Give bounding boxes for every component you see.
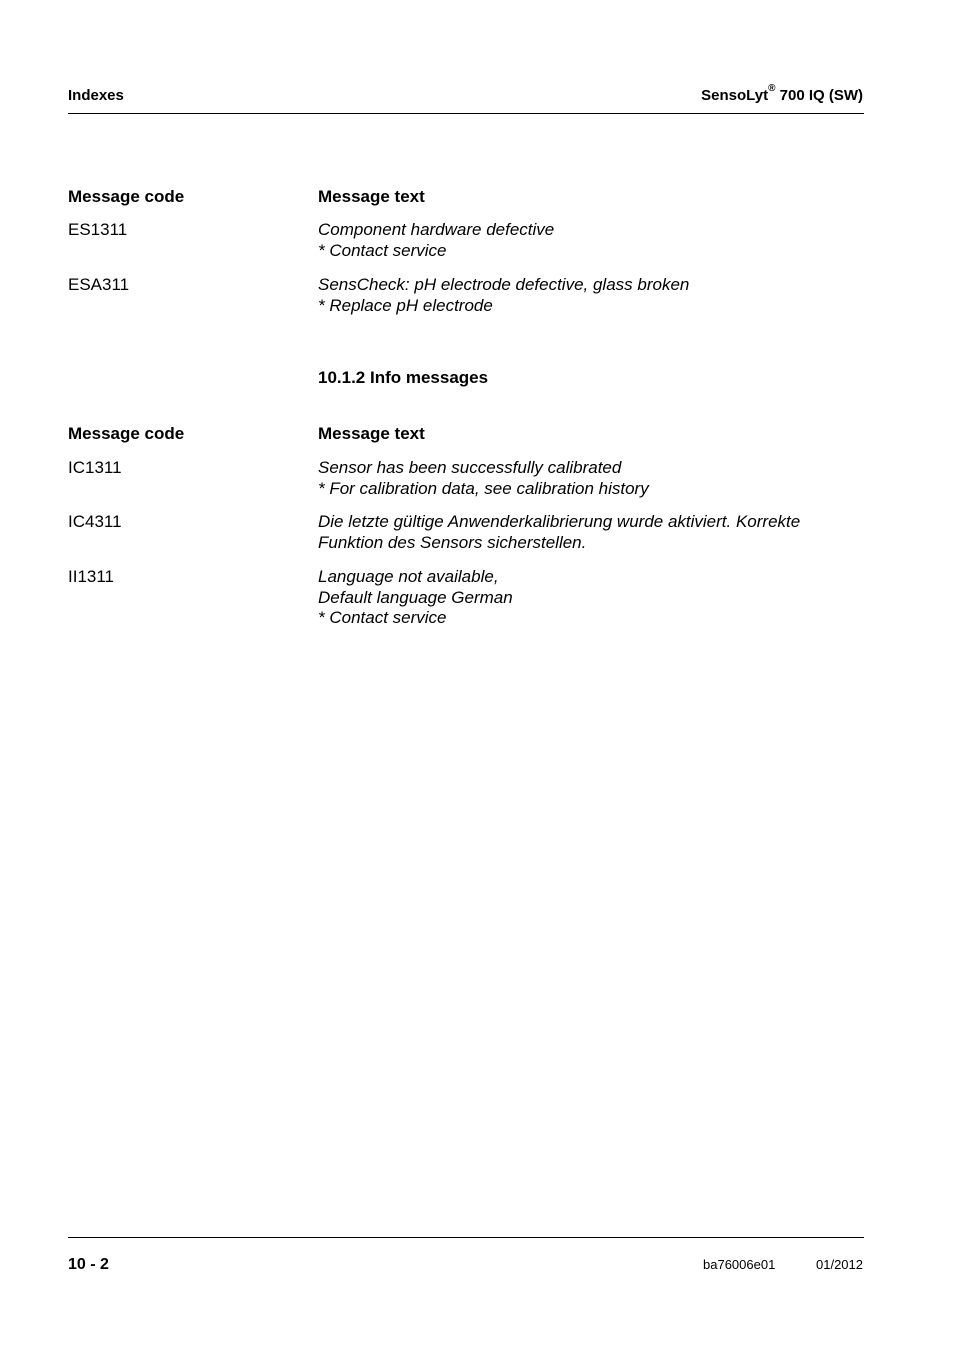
section-heading: 10.1.2 Info messages <box>318 368 489 387</box>
registered-mark: ® <box>768 83 776 94</box>
message-line: Component hardware defective <box>318 220 555 239</box>
header-section-title: Indexes <box>68 87 124 104</box>
message-line: Sensor has been successfully calibrated <box>318 458 622 477</box>
table2-row-code: IC1311 <box>68 458 122 477</box>
page-number: 10 - 2 <box>68 1256 109 1273</box>
message-line: Funktion des Sensors sicherstellen. <box>318 532 587 552</box>
table2-row-text <box>318 567 513 629</box>
table2-row-text <box>318 458 649 499</box>
message-line: * Replace pH electrode <box>318 295 493 315</box>
message-line: SensCheck: pH electrode defective, glass broken <box>318 275 690 294</box>
table2-col-text-header: Message text <box>318 424 425 443</box>
table1-row-text <box>318 275 689 316</box>
document-date: 01/2012 <box>816 1257 863 1272</box>
product-name: SensoLyt <box>701 87 769 104</box>
header-product-title <box>701 83 863 104</box>
document-id: ba76006e01 <box>703 1257 776 1272</box>
table1-row-code: ESA311 <box>68 275 130 294</box>
table1-row-text <box>318 220 554 261</box>
table2-row-text <box>318 512 800 553</box>
message-line: Default language German <box>318 587 513 607</box>
message-line: Language not available, <box>318 567 499 586</box>
message-line: * For calibration data, see calibration history <box>318 478 649 498</box>
header-rule <box>68 113 864 114</box>
footer-rule <box>68 1237 864 1238</box>
table1-row-code: ES1311 <box>68 220 128 239</box>
message-line: Die letzte gültige Anwenderkalibrierung wurde aktiviert. Korrekte <box>318 512 801 531</box>
message-line: * Contact service <box>318 240 447 260</box>
message-line: * Contact service <box>318 608 447 627</box>
table2-row-code: IC4311 <box>68 512 122 531</box>
product-suffix: 700 IQ (SW) <box>775 87 863 104</box>
table2-row-code: II1311 <box>68 567 115 586</box>
table2-col-code-header: Message code <box>68 424 185 443</box>
table1-col-code-header: Message code <box>68 187 185 206</box>
table1-col-text-header: Message text <box>318 187 425 206</box>
